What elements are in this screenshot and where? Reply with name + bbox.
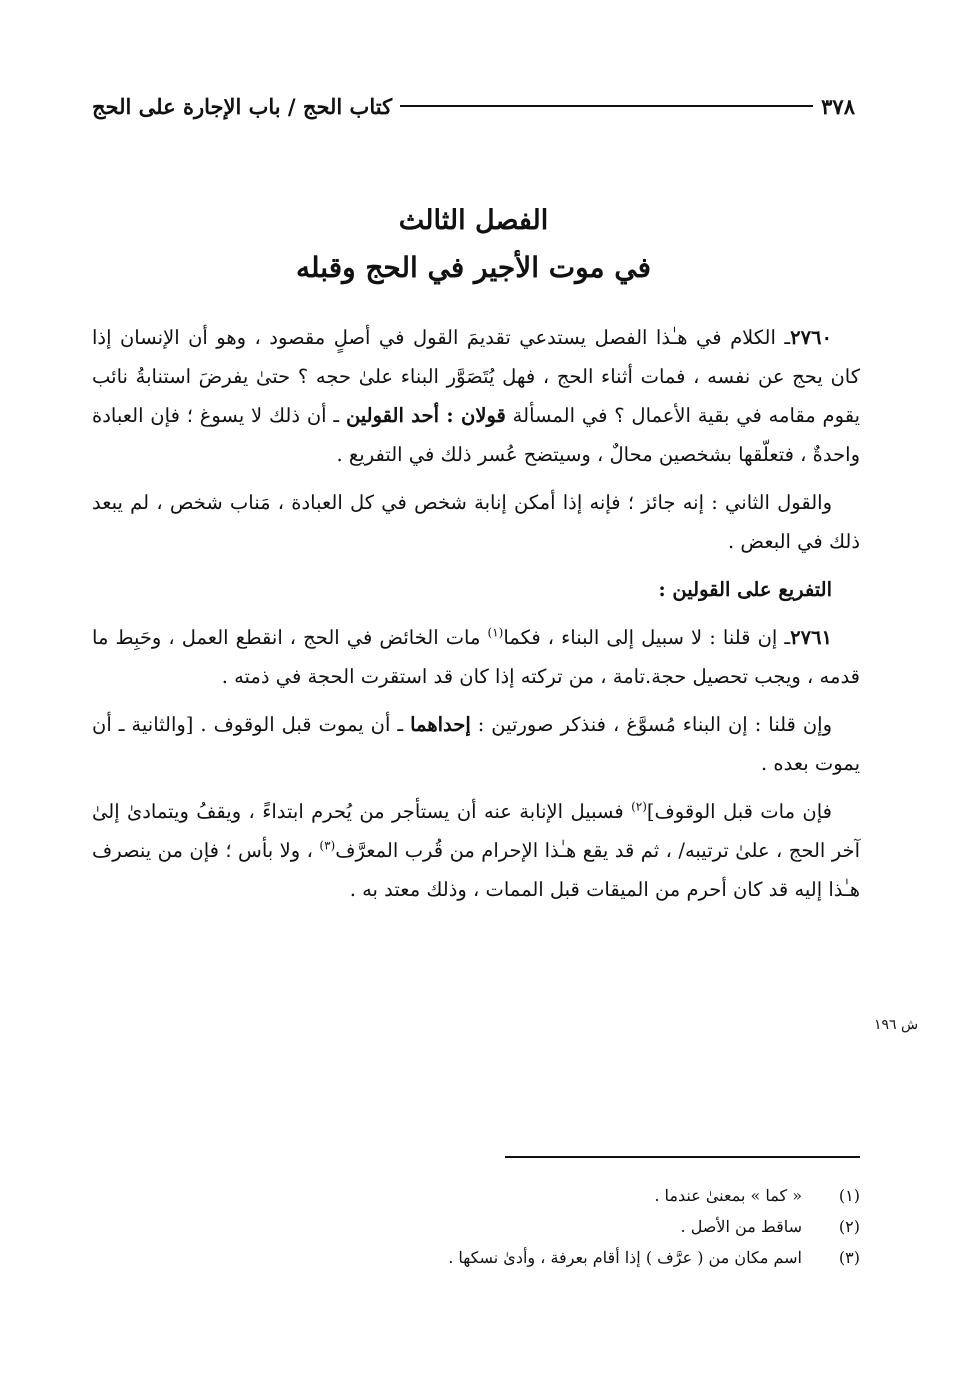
paragraph-2760 — [92, 318, 860, 474]
footnote — [92, 1211, 860, 1242]
bold-phrase: إحداهما — [410, 713, 471, 736]
paragraph-text: فسبيل الإنابة عنه أن يستأجر من يُحرم ابتداءً ، ويقفُ ويتمادىٰ إلىٰ آخر الحج ، علىٰ ترتيبه/ ، ثم قد يقع هـٰذا الإحرام من قُرب المعرَّف — [92, 800, 860, 862]
footnote-ref: (٣) — [319, 838, 336, 853]
footnote — [92, 1242, 860, 1273]
paragraph-text: ، ولا بأس ؛ فإن من ينصرف هـٰذا إليه قد كان أحرم من الميقات قبل الممات ، وذلك معتد به . — [92, 839, 860, 901]
paragraph-text: ـ الكلام في هـٰذا الفصل يستدعي تقديمَ القول في أصلٍ مقصود ، وهو أن الإنسان إذا كان يحج عن نفسه ، فمات أثناء الحج ، فهل يُتَصَوَّر البناء علىٰ حجه ؟ حتىٰ يفرضَ استنابةُ نائب يقوم مقامه في بقية الأعمال ؟ في المسألة — [92, 326, 860, 427]
header-rule — [400, 105, 813, 107]
footnote-number: (٢) — [838, 1217, 860, 1236]
footnote-separator — [505, 1156, 860, 1158]
paragraph-two-cases — [92, 705, 860, 783]
footnote — [92, 1180, 860, 1211]
paragraph-text: ـ إن قلنا : لا سبيل إلى البناء ، فكما — [503, 626, 791, 649]
subheading-text: التفريع على القولين : — [658, 578, 832, 601]
chapter-heading — [92, 198, 855, 292]
paragraph-subheading — [92, 570, 860, 609]
paragraph-text: مات الخائض في الحج ، انقطع العمل ، وحَبِط ما قدمه ، ويجب تحصيل حجة.تامة ، من تركته إذا كان قد استقرت الحجة في ذمته . — [92, 626, 860, 688]
paragraph-text: ـ أن يموت قبل الوقوف . [والثانية ـ أن يموت بعده . — [92, 713, 860, 775]
paragraph-number: ٢٧٦١ — [790, 626, 832, 649]
paragraph-text: فإن مات قبل الوقوف] — [646, 800, 832, 823]
margin-note: ش ١٩٦ — [874, 1017, 919, 1033]
footnote-text: « كما » بمعنىٰ عندما . — [654, 1186, 802, 1205]
paragraph-2761 — [92, 618, 860, 696]
paragraph-number: ٢٧٦٠ — [790, 326, 832, 349]
footnotes — [92, 1180, 860, 1273]
paragraph-second-opinion: والقول الثاني : إنه جائز ؛ فإنه إذا أمكن إنابة شخص في كل العبادة ، مَناب شخص ، لم يبعد ذلك في البعض . — [92, 491, 860, 553]
running-header — [92, 86, 855, 126]
main-text — [92, 318, 860, 918]
footnote-number: (٣) — [838, 1248, 860, 1267]
footnote-text: ساقط من الأصل . — [680, 1217, 802, 1236]
chapter-subtitle: في موت الأجير في الحج وقبله — [295, 251, 652, 284]
footnote-ref: (١) — [487, 625, 504, 640]
paragraph-before-standing — [92, 792, 860, 909]
bold-phrase: قولان : أحد القولين — [345, 404, 506, 427]
footnote-ref: (٢) — [631, 799, 647, 814]
paragraph-text: ـ أن ذلك لا يسوغ ؛ فإن العبادة واحدةٌ ، فتعلّقها بشخصين محالٌ ، وسيتضح عُسر ذلك في التفريع . — [92, 404, 860, 466]
chapter-title: الفصل الثالث — [398, 205, 549, 236]
footnote-number: (١) — [838, 1186, 860, 1205]
footnote-text: اسم مكان من ( عرَّف ) إذا أقام بعرفة ، وأدىٰ نسكها . — [448, 1248, 802, 1267]
paragraph-text: وإن قلنا : إن البناء مُسوَّغ ، فنذكر صورتين : — [477, 713, 833, 736]
page-number: ٣٧٨ — [821, 93, 855, 119]
running-title: كتاب الحج / باب الإجارة على الحج — [92, 93, 393, 119]
